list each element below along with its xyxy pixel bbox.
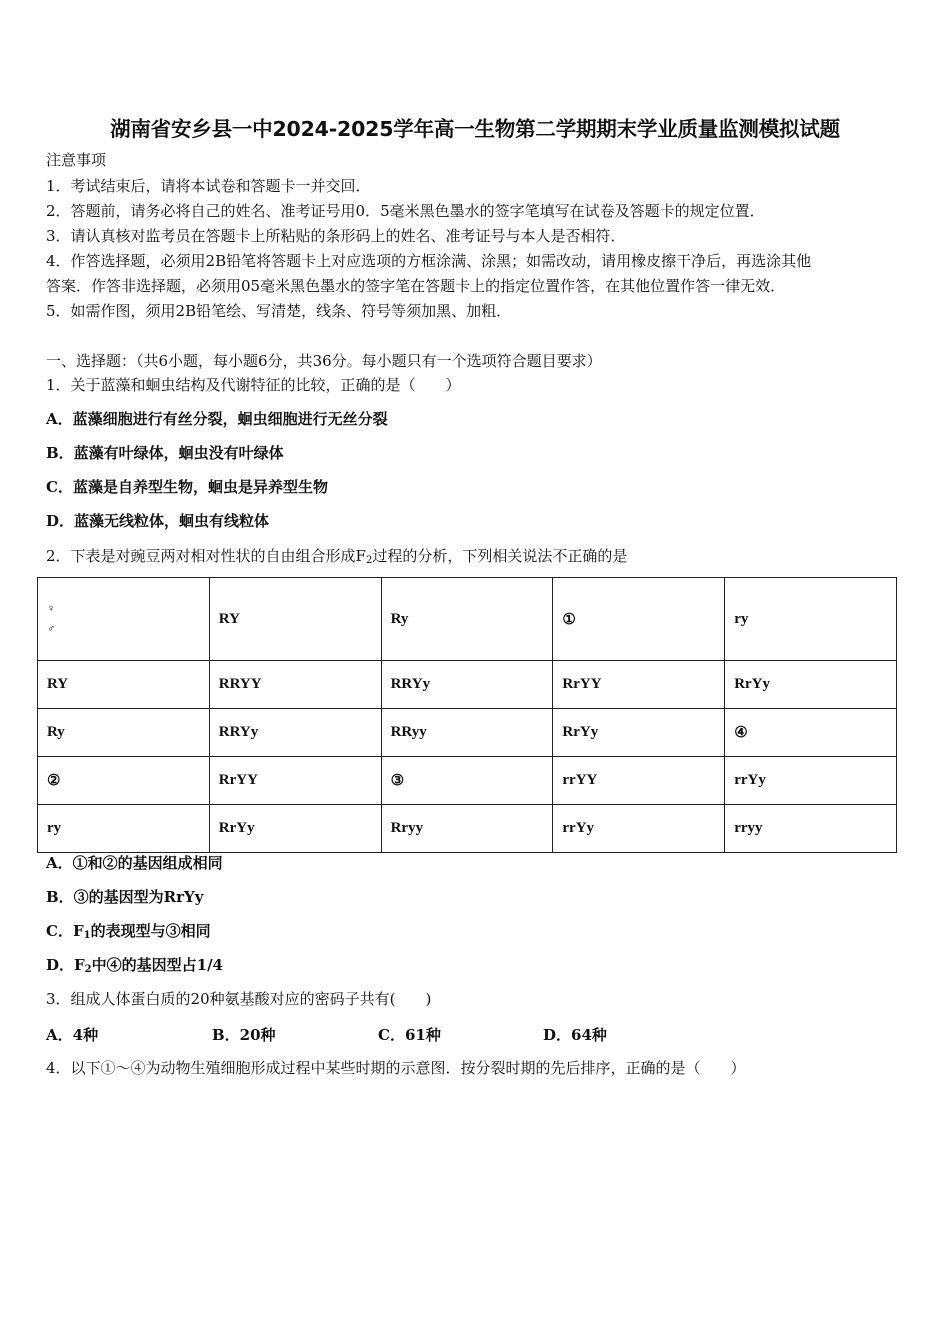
question-1-option-a: A．蓝藻细胞进行有丝分裂，蛔虫细胞进行无丝分裂 [46,410,388,428]
notice-item: 1．考试结束后，请将本试卷和答题卡一并交回． [46,177,371,195]
male-symbol: ♂ [47,623,56,635]
question-1-option-c: C．蓝藻是自养型生物，蛔虫是异养型生物 [46,478,328,496]
option-text: 中④的基因型占1/4 [91,956,223,974]
question-3-option-c: C．61种 [378,1026,441,1044]
section-heading: 一、选择题：（共6小题，每小题6分，共36分。每小题只有一个选项符合题目要求） [46,352,602,370]
notice-item: 5．如需作图，须用2B铅笔绘、写清楚，线条、符号等须加黑、加粗． [46,302,512,320]
table-cell: RrYy [725,661,897,709]
table-header-cell: ry [725,578,897,661]
question-2-option-b: B．③的基因型为RrYy [46,888,204,906]
table-cell: RRYy [381,661,553,709]
option-text: C．F [46,922,84,940]
table-header-cell: Ry [381,578,553,661]
table-row [38,805,897,853]
table-cell: rrYy [725,757,897,805]
question-3-option-d: D．64种 [543,1026,607,1044]
question-2-option-d [46,955,223,980]
notice-item: 4．作答选择题，必须用2B铅笔将答题卡上对应选项的方框涂满、涂黑；如需改动，请用橡皮擦干净后，再选涂其他 [46,252,812,270]
table-cell: rrYy [553,805,725,853]
table-header-cell: ① [553,578,725,661]
table-header-row [38,578,897,661]
genotype-table [37,577,897,853]
question-2-stem [46,546,627,571]
female-symbol: ♀ [47,603,56,615]
table-cell: RrYY [553,661,725,709]
option-text: 的表现型与③相同 [90,922,211,940]
notice-item: 答案．作答非选择题，必须用05毫米黑色墨水的签字笔在答题卡上的指定位置作答，在其他位置作答一律无效． [46,277,786,295]
table-cell: Ry [38,709,210,757]
table-cell: rrYY [553,757,725,805]
table-cell: ② [38,757,210,805]
table-row [38,661,897,709]
table-cell: RY [38,661,210,709]
question-3-option-a: A．4种 [46,1026,99,1044]
table-cell: RrYY [209,757,381,805]
question-1-option-b: B．蓝藻有叶绿体，蛔虫没有叶绿体 [46,444,284,462]
notice-item: 2．答题前，请务必将自己的姓名、准考证号用0．5毫米黑色墨水的签字笔填写在试卷及答题卡的规定位置． [46,202,765,220]
question-2-stem-part: 过程的分析，下列相关说法不正确的是 [372,547,628,565]
table-cell: ④ [725,709,897,757]
page-title: 湖南省安乡县一中2024-2025学年高一生物第二学期期末学业质量监测模拟试题 [110,117,840,141]
question-2-option-c [46,921,211,946]
question-1-stem: 1．关于蓝藻和蛔虫结构及代谢特征的比较，正确的是（ ） [46,376,461,394]
notice-item: 3．请认真核对监考员在答题卡上所粘贴的条形码上的姓名、准考证号与本人是否相符． [46,227,626,245]
notice-heading: 注意事项 [46,151,107,169]
table-cell: rryy [725,805,897,853]
question-4-stem: 4．以下①～④为动物生殖细胞形成过程中某些时期的示意图．按分裂时期的先后排序，正确的是（ ） [46,1059,746,1077]
table-cell: ry [38,805,210,853]
option-text: D．F [46,956,85,974]
question-2-stem-part: 2．下表是对豌豆两对相对性状的自由组合形成F [46,547,366,565]
table-cell: Rryy [381,805,553,853]
table-cell: RrYy [553,709,725,757]
table-cell: RrYy [209,805,381,853]
question-2-option-a: A．①和②的基因组成相同 [46,854,223,872]
question-1-option-d: D．蓝藻无线粒体，蛔虫有线粒体 [46,512,270,530]
question-3-option-b: B．20种 [212,1026,276,1044]
table-header-cell: RY [209,578,381,661]
subscript: 2 [365,555,373,566]
table-cell: RRYy [209,709,381,757]
table-row [38,709,897,757]
table-row [38,757,897,805]
question-3-stem: 3．组成人体蛋白质的20种氨基酸对应的密码子共有( ) [46,990,432,1008]
table-cell: RRYY [209,661,381,709]
subscript: 1 [83,930,91,941]
table-cell: RRyy [381,709,553,757]
subscript: 2 [84,964,92,975]
table-corner-cell [38,578,210,661]
table-cell: ③ [381,757,553,805]
